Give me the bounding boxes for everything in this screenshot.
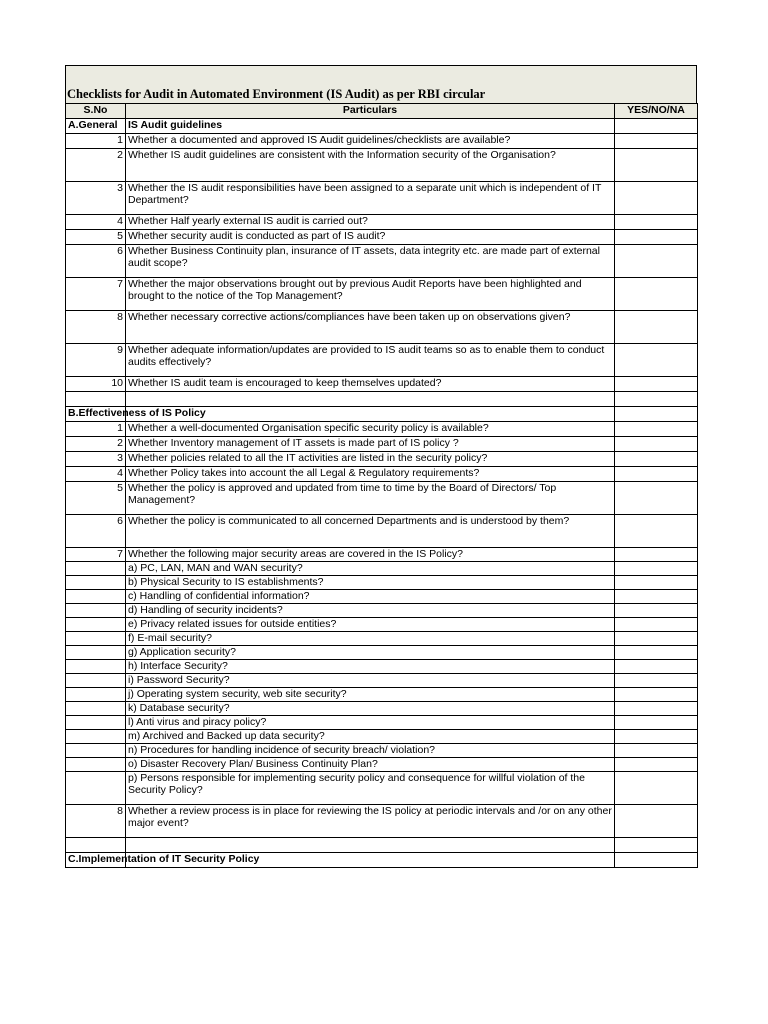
item-number: 6 [66, 245, 126, 278]
checklist-row [66, 311, 698, 344]
answer-cell[interactable] [615, 632, 698, 646]
item-text: Whether the following major security areas are covered in the IS Policy? [126, 548, 615, 562]
item-number [66, 716, 126, 730]
answer-cell[interactable] [615, 716, 698, 730]
answer-cell[interactable] [615, 245, 698, 278]
item-text: Whether security audit is conducted as part of IS audit? [126, 230, 615, 245]
section-heading: IS Audit guidelines [126, 119, 615, 134]
answer-cell[interactable] [615, 278, 698, 311]
item-text: Whether Half yearly external IS audit is carried out? [126, 215, 615, 230]
answer-cell[interactable] [615, 422, 698, 437]
item-number: 3 [66, 182, 126, 215]
item-text: o) Disaster Recovery Plan/ Business Continuity Plan? [126, 758, 615, 772]
item-text: Whether policies related to all the IT activities are listed in the security policy? [126, 452, 615, 467]
item-text: Whether IS audit guidelines are consistent with the Information security of the Organisation? [126, 149, 615, 182]
item-number [66, 618, 126, 632]
checklist-row [66, 838, 698, 853]
item-text [126, 838, 615, 853]
checklist-row [66, 452, 698, 467]
header-answer: YES/NO/NA [615, 104, 698, 119]
item-text: Whether Inventory management of IT assets is made part of IS policy ? [126, 437, 615, 452]
item-number [66, 772, 126, 805]
item-number: 1 [66, 134, 126, 149]
item-number [66, 632, 126, 646]
answer-cell[interactable] [615, 482, 698, 515]
answer-cell[interactable] [615, 805, 698, 838]
answer-cell[interactable] [615, 467, 698, 482]
answer-cell[interactable] [615, 392, 698, 407]
checklist-row [66, 215, 698, 230]
answer-cell[interactable] [615, 576, 698, 590]
checklist-row [66, 730, 698, 744]
answer-cell[interactable] [615, 377, 698, 392]
checklist-row [66, 772, 698, 805]
section-label-text: B.Effectiveness of IS Policy [68, 407, 206, 419]
header-sno: S.No [66, 104, 126, 119]
checklist-row [66, 744, 698, 758]
item-number: 5 [66, 230, 126, 245]
checklist-row [66, 377, 698, 392]
answer-cell[interactable] [615, 437, 698, 452]
checklist-row [66, 632, 698, 646]
item-number [66, 590, 126, 604]
answer-cell[interactable] [615, 758, 698, 772]
answer-cell[interactable] [615, 702, 698, 716]
item-number: 7 [66, 548, 126, 562]
item-text: f) E-mail security? [126, 632, 615, 646]
item-text: k) Database security? [126, 702, 615, 716]
checklist-row [66, 674, 698, 688]
checklist-row [66, 515, 698, 548]
answer-cell[interactable] [615, 660, 698, 674]
answer-cell[interactable] [615, 215, 698, 230]
item-text: p) Persons responsible for implementing security policy and consequence for willful violation of the Security Policy? [126, 772, 615, 805]
item-text: Whether Policy takes into account the all Legal & Regulatory requirements? [126, 467, 615, 482]
answer-cell[interactable] [615, 562, 698, 576]
checklist-row [66, 716, 698, 730]
checklist-table [65, 103, 698, 868]
item-text: b) Physical Security to IS establishments? [126, 576, 615, 590]
item-number: 5 [66, 482, 126, 515]
checklist-row [66, 604, 698, 618]
checklist-row [66, 392, 698, 407]
item-number: 2 [66, 437, 126, 452]
answer-cell[interactable] [615, 149, 698, 182]
item-text: g) Application security? [126, 646, 615, 660]
checklist-row [66, 149, 698, 182]
item-number [66, 660, 126, 674]
item-text: Whether the major observations brought out by previous Audit Reports have been highlighted and brought to the notice of the Top Management? [126, 278, 615, 311]
item-text: h) Interface Security? [126, 660, 615, 674]
item-text: d) Handling of security incidents? [126, 604, 615, 618]
item-number: 8 [66, 311, 126, 344]
answer-cell[interactable] [615, 730, 698, 744]
section-row [66, 853, 698, 868]
answer-cell[interactable] [615, 548, 698, 562]
checklist-row [66, 618, 698, 632]
answer-cell[interactable] [615, 311, 698, 344]
item-text: j) Operating system security, web site security? [126, 688, 615, 702]
item-text: Whether the policy is approved and updated from time to time by the Board of Directors/ Top Management? [126, 482, 615, 515]
answer-cell[interactable] [615, 744, 698, 758]
answer-cell[interactable] [615, 772, 698, 805]
section-label [66, 853, 260, 868]
answer-cell[interactable] [615, 646, 698, 660]
answer-cell[interactable] [615, 407, 698, 422]
item-text: n) Procedures for handling incidence of security breach/ violation? [126, 744, 615, 758]
answer-cell[interactable] [615, 590, 698, 604]
item-number: 8 [66, 805, 126, 838]
section-label-text: C.Implementation of IT Security Policy [68, 853, 260, 865]
checklist-row [66, 278, 698, 311]
item-number [66, 688, 126, 702]
checklist-row [66, 548, 698, 562]
item-number [66, 838, 126, 853]
item-number [66, 392, 126, 407]
answer-cell[interactable] [615, 618, 698, 632]
item-number [66, 758, 126, 772]
checklist-row [66, 805, 698, 838]
item-text: Whether a review process is in place for reviewing the IS policy at periodic intervals and /or on any other major event? [126, 805, 615, 838]
answer-cell[interactable] [615, 344, 698, 377]
item-number [66, 744, 126, 758]
answer-cell[interactable] [615, 838, 698, 853]
header-row [66, 104, 698, 119]
item-text: Whether IS audit team is encouraged to keep themselves updated? [126, 377, 615, 392]
item-text: e) Privacy related issues for outside entities? [126, 618, 615, 632]
checklist-row [66, 134, 698, 149]
checklist-row [66, 590, 698, 604]
section-label: A.General [66, 119, 126, 134]
checklist-row [66, 660, 698, 674]
checklist-row [66, 688, 698, 702]
page-title: Checklists for Audit in Automated Environment (IS Audit) as per RBI circular [67, 87, 486, 101]
item-number [66, 576, 126, 590]
checklist-row [66, 562, 698, 576]
item-text: Whether a documented and approved IS Audit guidelines/checklists are available? [126, 134, 615, 149]
checklist-sheet [65, 65, 697, 868]
item-number: 3 [66, 452, 126, 467]
item-text: Whether adequate information/updates are provided to IS audit teams so as to enable them to conduct audits effectively? [126, 344, 615, 377]
item-number: 9 [66, 344, 126, 377]
checklist-row [66, 422, 698, 437]
item-text: a) PC, LAN, MAN and WAN security? [126, 562, 615, 576]
item-text: m) Archived and Backed up data security? [126, 730, 615, 744]
item-text [126, 392, 615, 407]
answer-cell[interactable] [615, 853, 698, 868]
checklist-row [66, 702, 698, 716]
checklist-row [66, 482, 698, 515]
answer-cell[interactable] [615, 182, 698, 215]
item-number [66, 646, 126, 660]
item-number [66, 674, 126, 688]
item-number: 4 [66, 215, 126, 230]
item-number: 6 [66, 515, 126, 548]
item-text: l) Anti virus and piracy policy? [126, 716, 615, 730]
item-text: Whether the policy is communicated to all concerned Departments and is understood by them? [126, 515, 615, 548]
answer-cell[interactable] [615, 688, 698, 702]
answer-cell[interactable] [615, 604, 698, 618]
item-number: 2 [66, 149, 126, 182]
checklist-row [66, 758, 698, 772]
item-number [66, 702, 126, 716]
checklist-row [66, 437, 698, 452]
item-number [66, 604, 126, 618]
header-particulars: Particulars [126, 104, 615, 119]
answer-cell[interactable] [615, 515, 698, 548]
checklist-row [66, 467, 698, 482]
section-row [66, 119, 698, 134]
item-text: i) Password Security? [126, 674, 615, 688]
item-number [66, 562, 126, 576]
checklist-row [66, 230, 698, 245]
checklist-row [66, 646, 698, 660]
item-text: Whether necessary corrective actions/compliances have been taken up on observations given? [126, 311, 615, 344]
answer-cell[interactable] [615, 119, 698, 134]
answer-cell[interactable] [615, 230, 698, 245]
item-text: Whether a well-documented Organisation specific security policy is available? [126, 422, 615, 437]
section-row [66, 407, 698, 422]
item-number: 4 [66, 467, 126, 482]
item-number [66, 730, 126, 744]
item-number: 7 [66, 278, 126, 311]
checklist-row [66, 182, 698, 215]
item-number: 1 [66, 422, 126, 437]
item-text: Whether Business Continuity plan, insurance of IT assets, data integrity etc. are made part of external audit scope? [126, 245, 615, 278]
answer-cell[interactable] [615, 674, 698, 688]
checklist-row [66, 344, 698, 377]
item-number: 10 [66, 377, 126, 392]
title-row [65, 65, 697, 103]
item-text: Whether the IS audit responsibilities have been assigned to a separate unit which is independent of IT Department? [126, 182, 615, 215]
checklist-row [66, 245, 698, 278]
section-label [66, 407, 206, 422]
item-text: c) Handling of confidential information? [126, 590, 615, 604]
answer-cell[interactable] [615, 452, 698, 467]
checklist-row [66, 576, 698, 590]
answer-cell[interactable] [615, 134, 698, 149]
